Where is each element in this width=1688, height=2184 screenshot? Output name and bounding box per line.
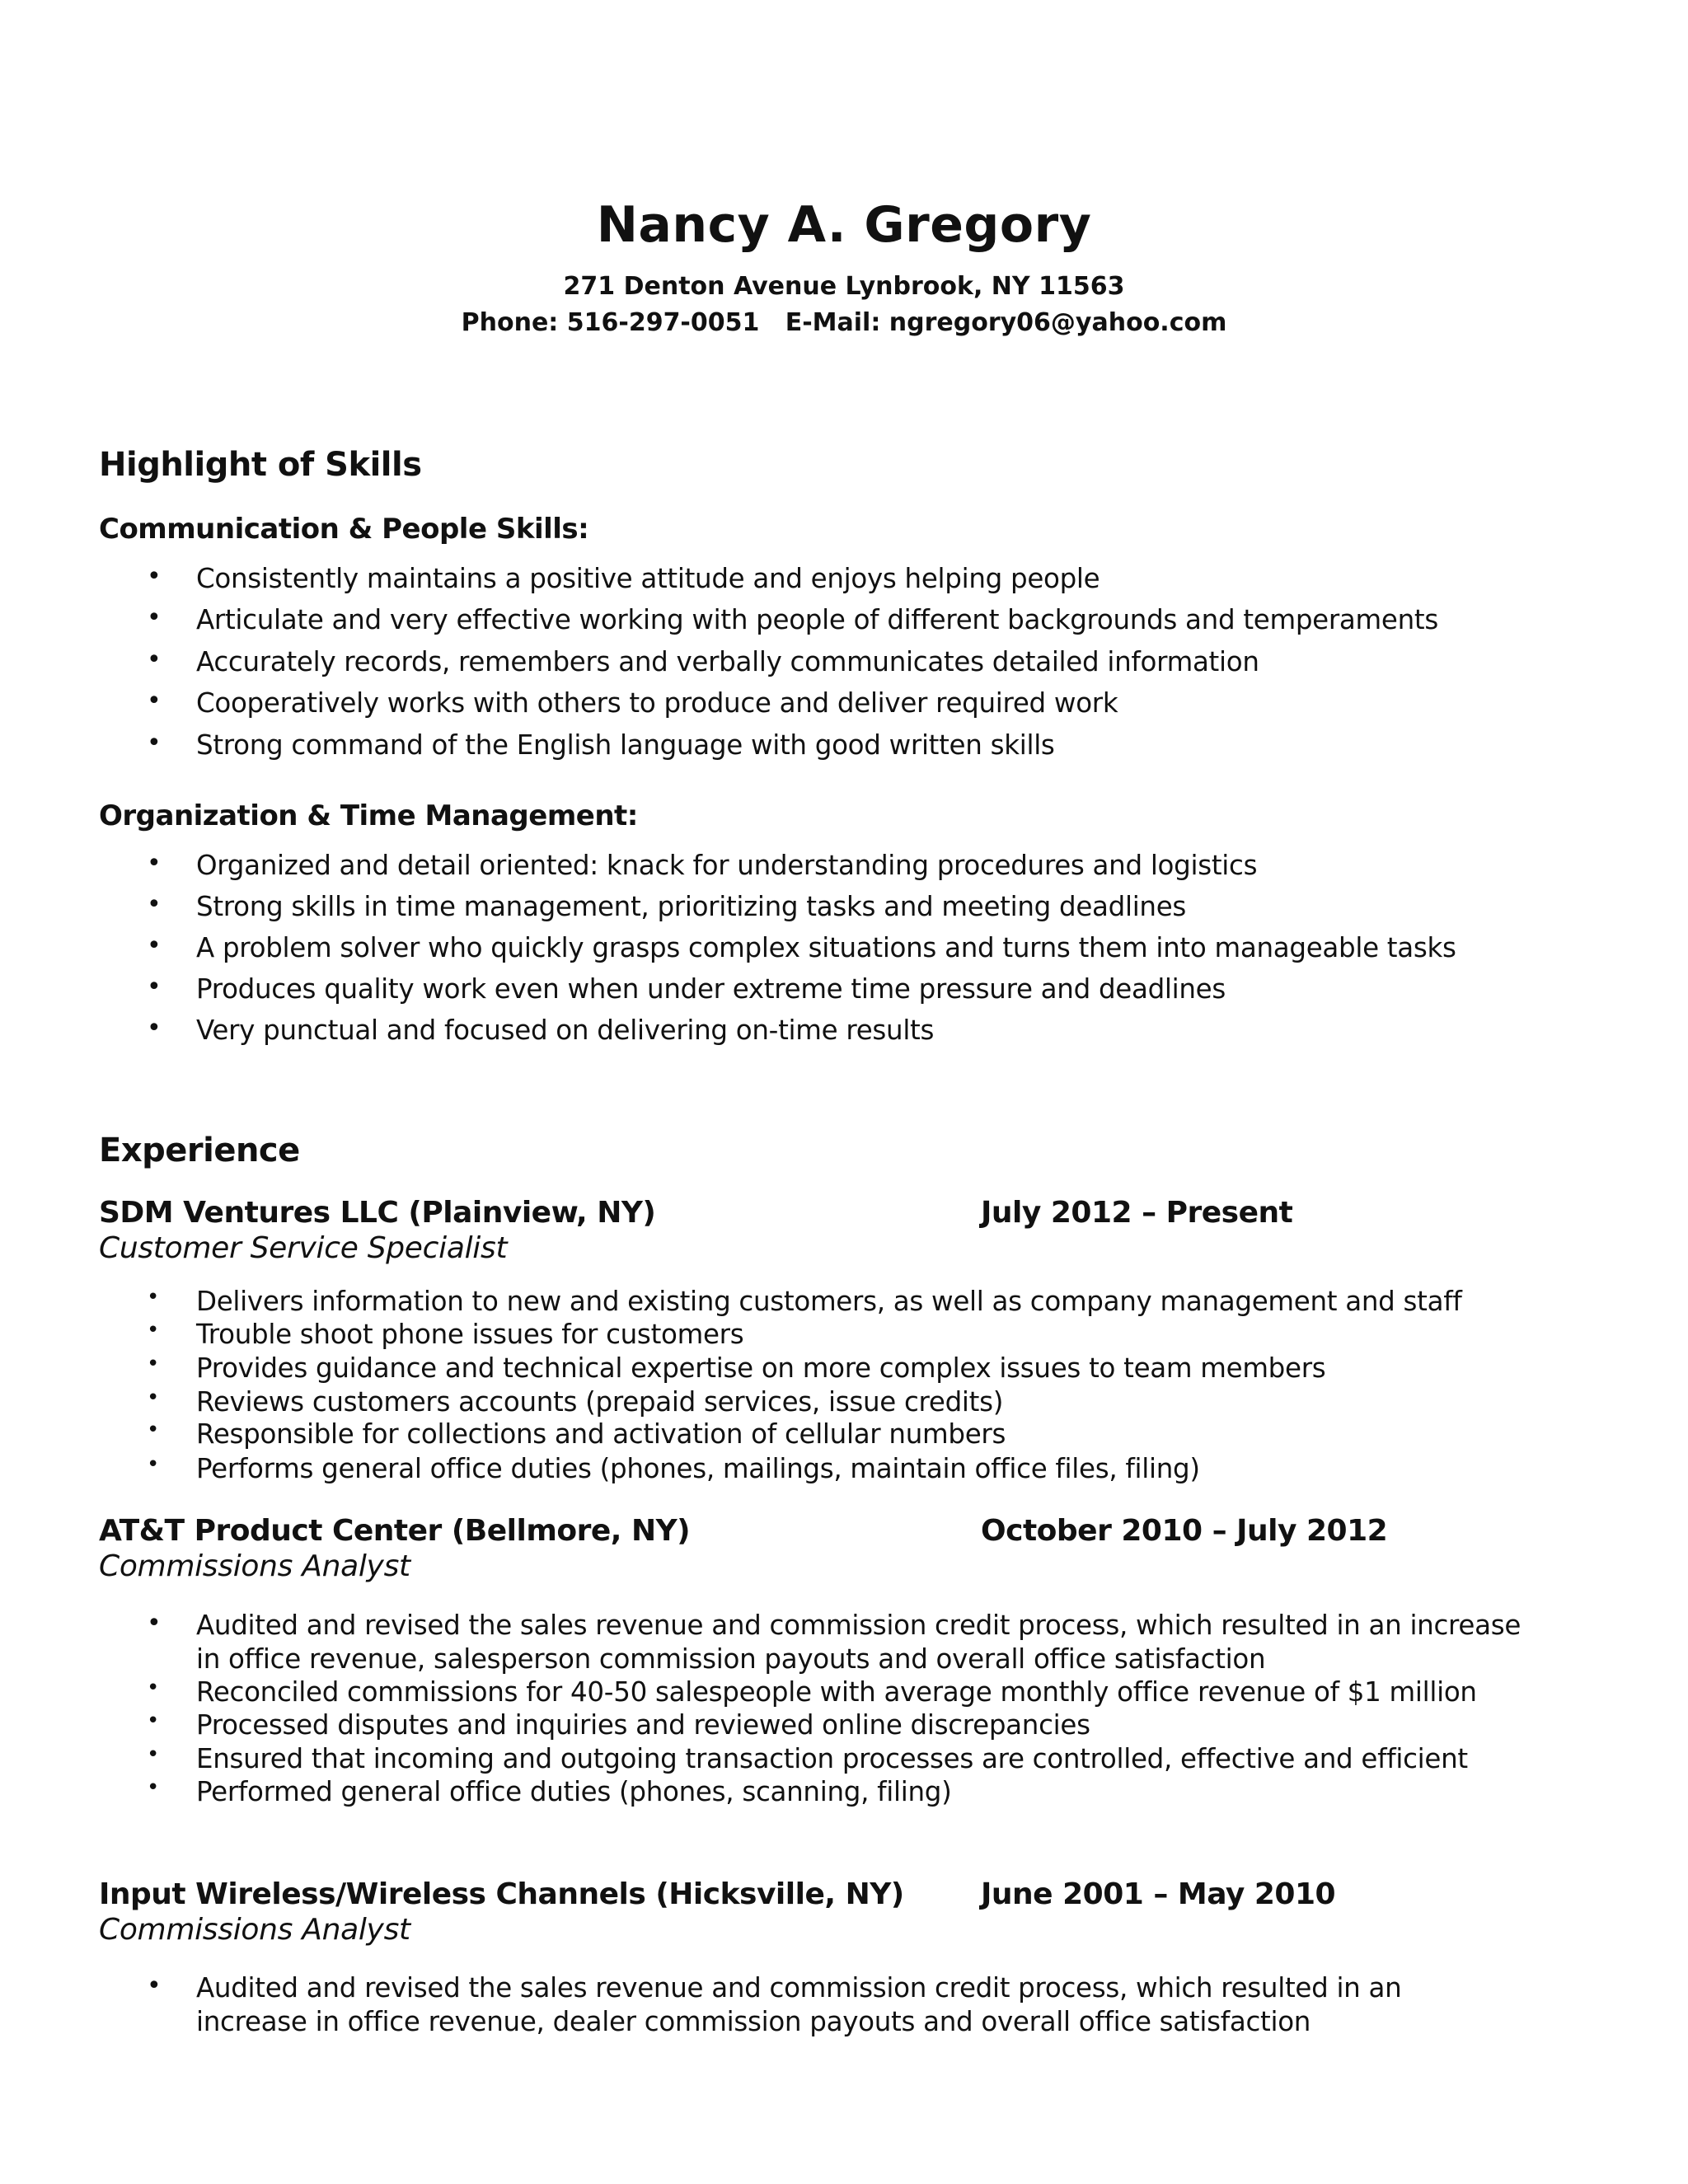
skills-group-title: Organization & Time Management: [99, 799, 638, 832]
bullet-icon: • [147, 1609, 162, 1638]
bullet-icon: • [147, 1775, 160, 1800]
experience-section-title: Experience [99, 1132, 300, 1169]
job-role: Customer Service Specialist [99, 1231, 508, 1265]
job-company: SDM Ventures LLC (Plainview, NY) [99, 1196, 656, 1230]
job-company: Input Wireless/Wireless Channels (Hicksville, NY) [99, 1877, 904, 1911]
job-dates: July 2012 – Present [981, 1196, 1293, 1230]
bullet-icon: • [147, 1675, 160, 1700]
bullet-icon: • [147, 645, 162, 674]
list-item-text: A problem solver who quickly grasps complex situations and turns them into manageable tasks [196, 932, 1456, 963]
job-role: Commissions Analyst [99, 1913, 410, 1947]
list-item-text: Trouble shoot phone issues for customers [196, 1319, 744, 1350]
list-item-text: Reviews customers accounts (prepaid services, issue credits) [196, 1386, 1004, 1418]
list-item-text: Responsible for collections and activation of cellular numbers [196, 1418, 1006, 1450]
bullet-icon: • [147, 1318, 160, 1343]
bullet-icon: • [147, 1418, 160, 1442]
bullet-icon: • [147, 1742, 160, 1767]
resume-name: Nancy A. Gregory [596, 196, 1092, 254]
list-item-text: Audited and revised the sales revenue and commission credit process, which resulted in an increase in office revenue, salesperson commission payouts and overall office satisfaction [196, 1610, 1522, 1675]
job-role: Commissions Analyst [99, 1549, 410, 1583]
list-item-text: Processed disputes and inquiries and reviewed online discrepancies [196, 1709, 1090, 1741]
list-item-text: Cooperatively works with others to produce and deliver required work [196, 687, 1118, 719]
bullet-icon: • [147, 1708, 160, 1733]
list-item-text: Very punctual and focused on delivering on-time results [196, 1015, 935, 1046]
list-item-text: Provides guidance and technical expertise on more complex issues to team members [196, 1352, 1326, 1384]
job-company: AT&T Product Center (Bellmore, NY) [99, 1514, 691, 1548]
list-item-text: Delivers information to new and existing customers, as well as company management and staff [196, 1286, 1462, 1317]
list-item-text: Reconciled commissions for 40-50 salespeople with average monthly office revenue of $1 million [196, 1676, 1477, 1708]
bullet-icon: • [147, 1014, 162, 1043]
list-item-text: Articulate and very effective working with people of different backgrounds and temperaments [196, 604, 1438, 635]
bullet-icon: • [147, 729, 162, 757]
job-dates: October 2010 – July 2012 [981, 1514, 1388, 1548]
bullet-icon: • [147, 687, 162, 715]
contact-line: Phone: 516-297-0051 E-Mail: ngregory06@yahoo.com [461, 308, 1227, 337]
list-item-text: Strong command of the English language with good written skills [196, 729, 1055, 761]
bullet-icon: • [147, 972, 162, 1001]
list-item-text: Produces quality work even when under extreme time pressure and deadlines [196, 973, 1226, 1005]
bullet-icon: • [147, 849, 162, 878]
list-item-text: Ensured that incoming and outgoing transaction processes are controlled, effective and efficient [196, 1743, 1468, 1774]
bullet-icon: • [147, 1352, 160, 1376]
bullet-icon: • [147, 931, 162, 960]
skills-section-title: Highlight of Skills [99, 446, 422, 484]
list-item-text: Accurately records, remembers and verbally communicates detailed information [196, 646, 1259, 677]
bullet-icon: • [147, 890, 162, 919]
bullet-icon: • [147, 1385, 160, 1410]
list-item-text: Strong skills in time management, prioritizing tasks and meeting deadlines [196, 891, 1187, 922]
bullet-icon: • [147, 1452, 160, 1477]
list-item-text: Organized and detail oriented: knack for understanding procedures and logistics [196, 850, 1258, 881]
skills-group-title: Communication & People Skills: [99, 513, 589, 546]
bullet-icon: • [147, 1971, 162, 2000]
job-dates: June 2001 – May 2010 [981, 1877, 1336, 1911]
bullet-icon: • [147, 603, 162, 632]
bullet-icon: • [147, 562, 162, 591]
address-line: 271 Denton Avenue Lynbrook, NY 11563 [563, 272, 1125, 301]
list-item-text: Performed general office duties (phones, scanning, filing) [196, 1776, 952, 1807]
list-item-text: Performs general office duties (phones, mailings, maintain office files, filing) [196, 1453, 1200, 1484]
bullet-icon: • [147, 1285, 160, 1310]
list-item-text: Consistently maintains a positive attitude and enjoys helping people [196, 563, 1100, 594]
list-item-text: Audited and revised the sales revenue and commission credit process, which resulted in an increase in office revenue, dealer commission payouts and overall office satisfaction [196, 1972, 1402, 2037]
